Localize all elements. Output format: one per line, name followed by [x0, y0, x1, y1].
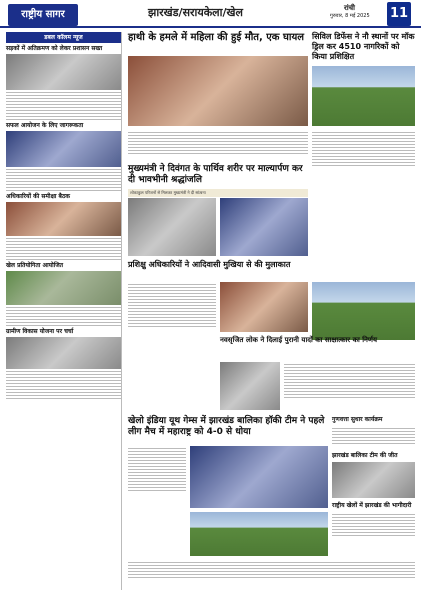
left-story-1-title: सड़कों में अतिक्रमण को लेकर प्रशासन सख्त — [6, 45, 103, 52]
right-photo-1 — [312, 282, 415, 340]
meeting-headline: प्रशिक्षु अधिकारियों ने आदिवासी मुखिया से की मुलाकात — [128, 260, 291, 269]
left-story-2-title: सफल आयोजन के लिए जागरूकता — [6, 122, 84, 129]
side-story-3-text — [332, 512, 415, 538]
meeting-photo — [220, 282, 308, 332]
left-photo-1 — [6, 54, 121, 90]
mock-drill-photo — [312, 66, 415, 126]
header-rule — [0, 26, 421, 28]
left-photo-4 — [6, 271, 121, 305]
side-story-2-photo — [332, 462, 415, 498]
tribute-caption: शोकाकुल परिजनों से मिलकर मुख्यमंत्री ने दी सांत्वना — [128, 189, 308, 197]
meeting-text — [128, 282, 216, 329]
tribute-photo-1 — [128, 198, 216, 256]
side-story-3-title: राष्ट्रीय खेलों में झारखंड की भागीदारी — [332, 502, 412, 509]
civil-story-text — [312, 130, 415, 168]
bottom-text — [128, 560, 415, 580]
tribute-headline: मुख्यमंत्री ने दिवंगत के पार्थिव शरीर पर माल्यार्पण कर दी भावभीनी श्रद्धांजलि — [128, 164, 303, 185]
lead-story-text — [128, 130, 308, 156]
hockey-match-photo — [190, 512, 328, 556]
left-column — [6, 32, 122, 590]
left-story-2-text — [6, 169, 121, 191]
side-story-1-title: गुणवत्ता सुधार कार्यक्रम — [332, 416, 383, 423]
left-story-4-title: खेल प्रतियोगिता आयोजित — [6, 262, 64, 269]
brand-logo: राष्ट्रीय सागर — [8, 4, 78, 26]
tribute-photo-2 — [220, 198, 308, 256]
left-story-5-text — [6, 371, 121, 399]
hockey-team-photo — [190, 446, 328, 508]
loan-headline: नवसृजित लोक ने दिलाई पुरानी यादों का साक्षात्कार का निर्णय — [220, 336, 378, 344]
left-story-3-title: अधिकारियों की समीक्षा बैठक — [6, 193, 71, 200]
hockey-text — [128, 446, 186, 493]
section-title: झारखंड/सरायकेला/खेल — [148, 6, 243, 19]
loan-text — [284, 362, 415, 400]
civil-defence-headline: सिविल डिफेंस ने नौ स्थानों पर मॉक ड्रिल कर 4510 नागरिकों को किया प्रशिक्षित — [312, 32, 415, 61]
double-column-header: डबल कॉलम न्यूज — [6, 32, 121, 43]
lead-headline: हाथी के हमले में महिला की हुई मौत, एक घायल — [128, 32, 305, 43]
left-photo-3 — [6, 202, 121, 236]
loan-photo — [220, 362, 280, 410]
hockey-headline: खेलो इंडिया यूथ गेम्स में झारखंड बालिका हॉकी टीम ने पहले लीग मैच में महाराष्ट्र को 4-0 से धोया — [128, 416, 325, 437]
edition-city: रांची — [344, 4, 355, 12]
edition-date: गुरुवार, 8 मई 2025 — [330, 13, 370, 19]
left-story-5-title: ग्रामीण विकास योजना पर चर्चा — [6, 328, 74, 335]
page-number: 11 — [387, 2, 411, 26]
side-story-1-text — [332, 426, 415, 446]
lead-photo — [128, 56, 308, 126]
left-story-3-text — [6, 238, 121, 260]
masthead — [0, 0, 421, 30]
side-story-2-title: झारखंड बालिका टीम की जीत — [332, 452, 398, 459]
left-story-4-text — [6, 307, 121, 326]
left-photo-2 — [6, 131, 121, 167]
main-area — [128, 32, 415, 590]
left-photo-5 — [6, 337, 121, 369]
left-story-1-text — [6, 92, 121, 120]
